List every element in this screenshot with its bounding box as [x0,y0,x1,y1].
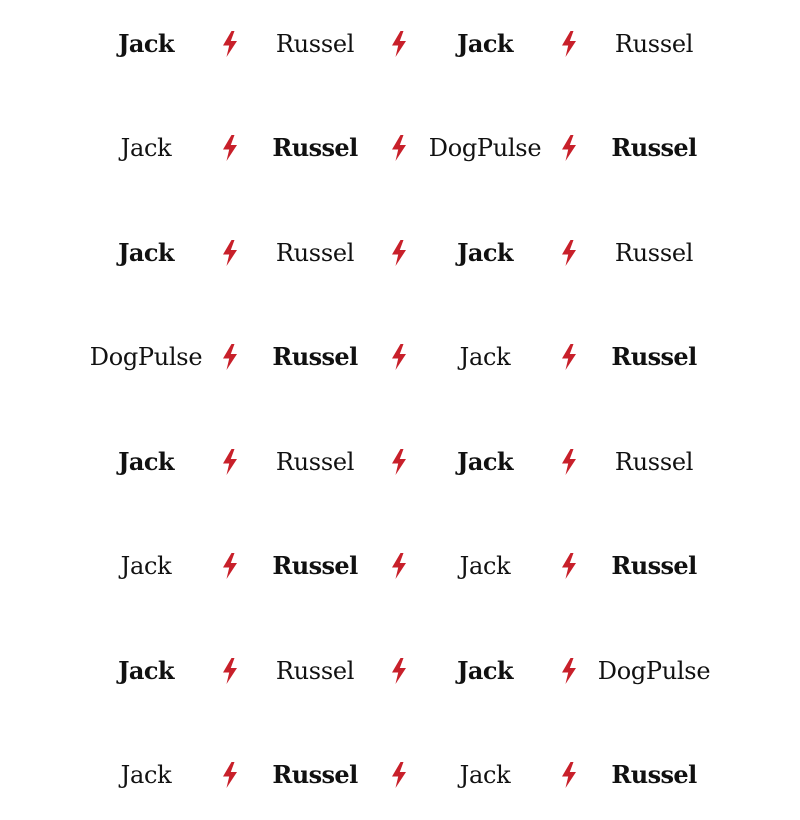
wordmark-russel: Russel [614,448,694,476]
wordmark-jack: Jack [457,238,513,267]
wordmark-jack: Jack [118,29,174,58]
wordmark-russel: Russel [611,551,697,580]
pattern-row [0,646,800,696]
wordmark-russel: Russel [272,760,358,789]
pattern-row [0,123,800,173]
wordmark-jack: Jack [120,134,172,162]
wordmark-russel: Russel [614,30,694,58]
wordmark-russel: Russel [272,342,358,371]
pattern-row [0,437,800,487]
wordmark-russel: Russel [275,239,355,267]
wordmark-russel: Russel [611,133,697,162]
pattern-row [0,332,800,382]
wordmark-jack: Jack [459,761,511,789]
wordmark-russel: Russel [275,30,355,58]
pattern-row [0,19,800,69]
wordmark-jack: Jack [120,552,172,580]
wordmark-russel: Russel [611,760,697,789]
wordmark-russel: Russel [272,551,358,580]
wordmark-dogpulse: DogPulse [428,134,542,162]
pattern-row [0,750,800,800]
wordmark-jack: Jack [457,447,513,476]
wordmark-jack: Jack [457,29,513,58]
wordmark-dogpulse: DogPulse [597,657,711,685]
wordmark-dogpulse: DogPulse [89,343,203,371]
wordmark-russel: Russel [275,448,355,476]
wordmark-jack: Jack [118,656,174,685]
pattern-row [0,541,800,591]
wordmark-russel: Russel [611,342,697,371]
wordmark-jack: Jack [459,343,511,371]
wordmark-russel: Russel [275,657,355,685]
wordmark-jack: Jack [457,656,513,685]
wordmark-jack: Jack [459,552,511,580]
wordmark-jack: Jack [118,238,174,267]
wordmark-jack: Jack [120,761,172,789]
wordmark-russel: Russel [614,239,694,267]
pattern-row [0,228,800,278]
wordmark-jack: Jack [118,447,174,476]
wordmark-russel: Russel [272,133,358,162]
